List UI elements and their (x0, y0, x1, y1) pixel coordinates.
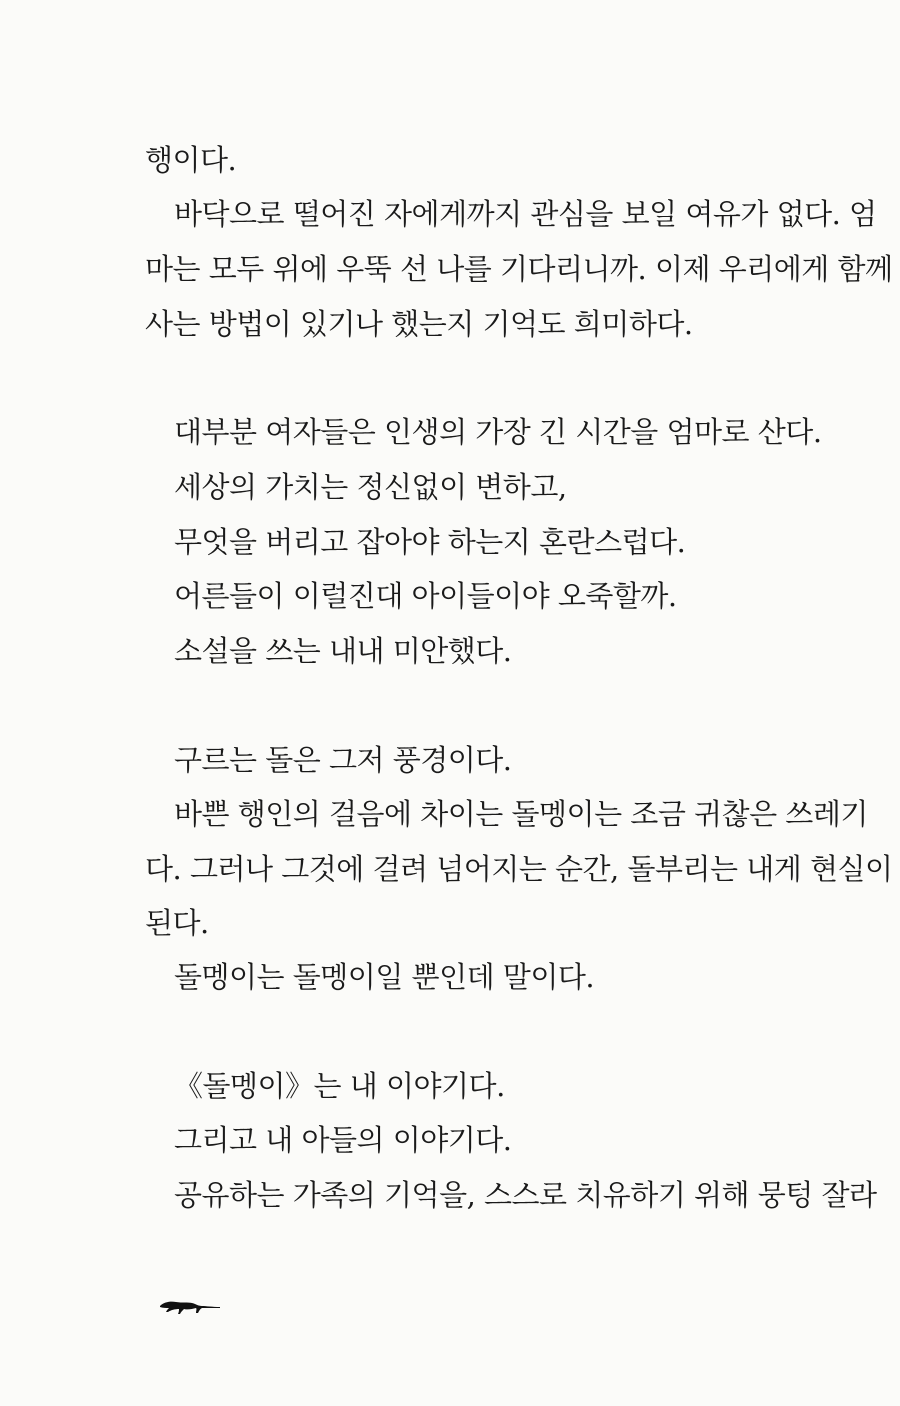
running-animal-icon (158, 1294, 222, 1316)
text-line: 공유하는 가족의 기억을, 스스로 치유하기 위해 뭉텅 잘라 (174, 1178, 877, 1212)
text-line: 세상의 가치는 정신없이 변하고, (174, 470, 567, 504)
text-line: 된다. (145, 906, 209, 940)
text-line: 소설을 쓰는 내내 미안했다. (174, 634, 512, 668)
text-line: 《돌멩이》는 내 이야기다. (174, 1069, 505, 1103)
text-line: 바닥으로 떨어진 자에게까지 관심을 보일 여유가 없다. 엄 (174, 197, 877, 231)
text-line: 그리고 내 아들의 이야기다. (174, 1123, 512, 1157)
text-line: 구르는 돌은 그저 풍경이다. (174, 743, 512, 777)
text-line: 행이다. (145, 143, 237, 177)
text-line: 돌멩이는 돌멩이일 뿐인데 말이다. (174, 960, 595, 994)
text-line: 사는 방법이 있기나 했는지 기억도 희미하다. (145, 307, 693, 341)
text-line: 대부분 여자들은 인생의 가장 긴 시간을 엄마로 산다. (174, 415, 822, 449)
text-line: 바쁜 행인의 걸음에 차이는 돌멩이는 조금 귀찮은 쓰레기 (174, 797, 868, 831)
text-line: 마는 모두 위에 우뚝 선 나를 기다리니까. 이제 우리에게 함께 (145, 252, 893, 286)
text-line: 어른들이 이럴진대 아이들이야 오죽할까. (174, 579, 677, 613)
text-line: 다. 그러나 그것에 걸려 넘어지는 순간, 돌부리는 내게 현실이 (145, 852, 893, 886)
text-line: 무엇을 버리고 잡아야 하는지 혼란스럽다. (174, 525, 686, 559)
